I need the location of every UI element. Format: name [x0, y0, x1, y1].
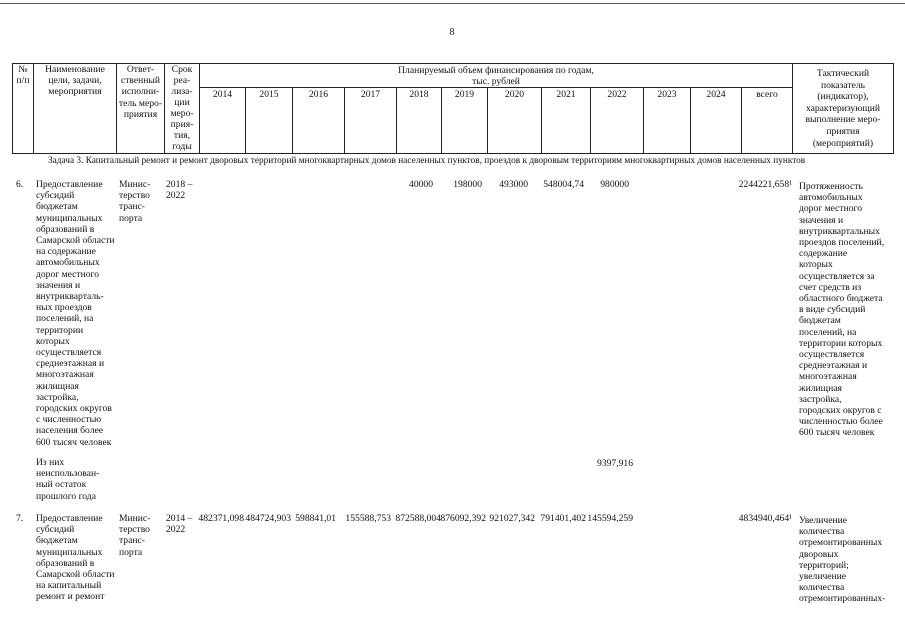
row-term: 2014 – 2022 — [166, 513, 193, 536]
header-year: 2023 — [657, 89, 677, 100]
row-value: 548004,74 — [543, 179, 584, 190]
row-value: 482371,098 — [198, 513, 244, 524]
row-value: 40000 — [409, 179, 433, 190]
row-total: 2244221,658¹ — [738, 179, 792, 190]
header-funding-title: Планируемый объем финансирования по годам, тыс. рублей — [398, 65, 594, 88]
row-value: 791401,402 — [540, 513, 586, 524]
page-number: 8 — [449, 27, 455, 38]
header-year: 2015 — [259, 89, 279, 100]
row-total: 4834940,464¹ — [738, 513, 792, 524]
row-term: 2018 – 2022 — [166, 179, 193, 202]
header-year: 2020 — [504, 89, 525, 100]
header-name: Наименование цели, задачи, мероприятия — [45, 64, 105, 98]
row-value: 493000 — [499, 179, 528, 190]
header-indicator: Тактический показатель (индикатор), характеризующий выполнение меро- приятия (мероприятий) — [805, 68, 881, 149]
header-executor: Ответ- ственный исполни- тель меро- приятия — [118, 64, 163, 120]
header-num: № п/п — [16, 64, 30, 87]
row-name: Предоставление субсидий бюджетам муниципальных образований в Самарской области на содержание автомобильных дорог местного значения и внутрикварталь- ных проездов поселений, на территории которых осуществляется среднеэтажная и многоэтажная жилищная застройка, городских округов с численностью населения более 600 тысяч человек — [36, 179, 115, 448]
row-indicator: Увеличение количества отремонтированных дворовых территорий; увеличение количества отремонтированных- — [799, 515, 886, 605]
row-num: 6. — [16, 179, 24, 190]
row-value: 9397,916 — [597, 458, 633, 469]
task-title: Задача 3. Капитальный ремонт и ремонт дворовых территорий многоквартирных домов населенных пунктов, проездов к дворовым территориям многоквартирных домов населенных пунктов — [48, 156, 806, 166]
row-indicator: Протяженность автомобильных дорог местного значения и внутриквартальных проездов поселений, содержание которых осуществляется за счет средств из областного бюджета в виде субсидий бюджетам поселений, на территории которых осуществляется среднеэтажная и многоэтажная жилищная застройка, городских округов с численностью более 600 тысяч человек — [799, 181, 885, 439]
header-year: 2019 — [454, 89, 475, 100]
row-value: 598841,01 — [295, 513, 336, 524]
header-year: 2014 — [212, 89, 233, 100]
row-executor: Минис- терство транс- порта — [119, 179, 151, 224]
row-name: Из них неиспользован- ный остаток прошлого года — [36, 457, 100, 502]
row-name: Предоставление субсидий бюджетам муниципальных образований в Самарской области на капитальный ремонт и ремонт — [36, 513, 115, 603]
scan-top-line — [0, 3, 905, 4]
header-year: 2021 — [556, 89, 576, 100]
header-year: 2018 — [409, 89, 429, 100]
header-year-total: всего — [756, 89, 778, 100]
header-year: 2024 — [706, 89, 726, 100]
header-term: Срок реа- лиза- ции меро- прия- тия, годы — [170, 64, 194, 152]
row-value: 921027,342 — [489, 513, 535, 524]
header-year: 2022 — [607, 89, 627, 100]
row-value: 872588,004 — [395, 513, 441, 524]
row-value: 980000 — [600, 179, 629, 190]
row-num: 7. — [16, 513, 24, 524]
row-executor: Минис- терство транс- порта — [119, 513, 151, 558]
row-value: 484724,903 — [245, 513, 291, 524]
row-value: 876092,392 — [440, 513, 486, 524]
header-bottom-border — [12, 153, 893, 154]
row-value: 198000 — [453, 179, 482, 190]
header-year: 2017 — [360, 89, 381, 100]
row-value: 145594,259 — [587, 513, 633, 524]
row-value: 155588,753 — [345, 513, 391, 524]
col-border — [893, 63, 894, 154]
header-year: 2016 — [308, 89, 329, 100]
